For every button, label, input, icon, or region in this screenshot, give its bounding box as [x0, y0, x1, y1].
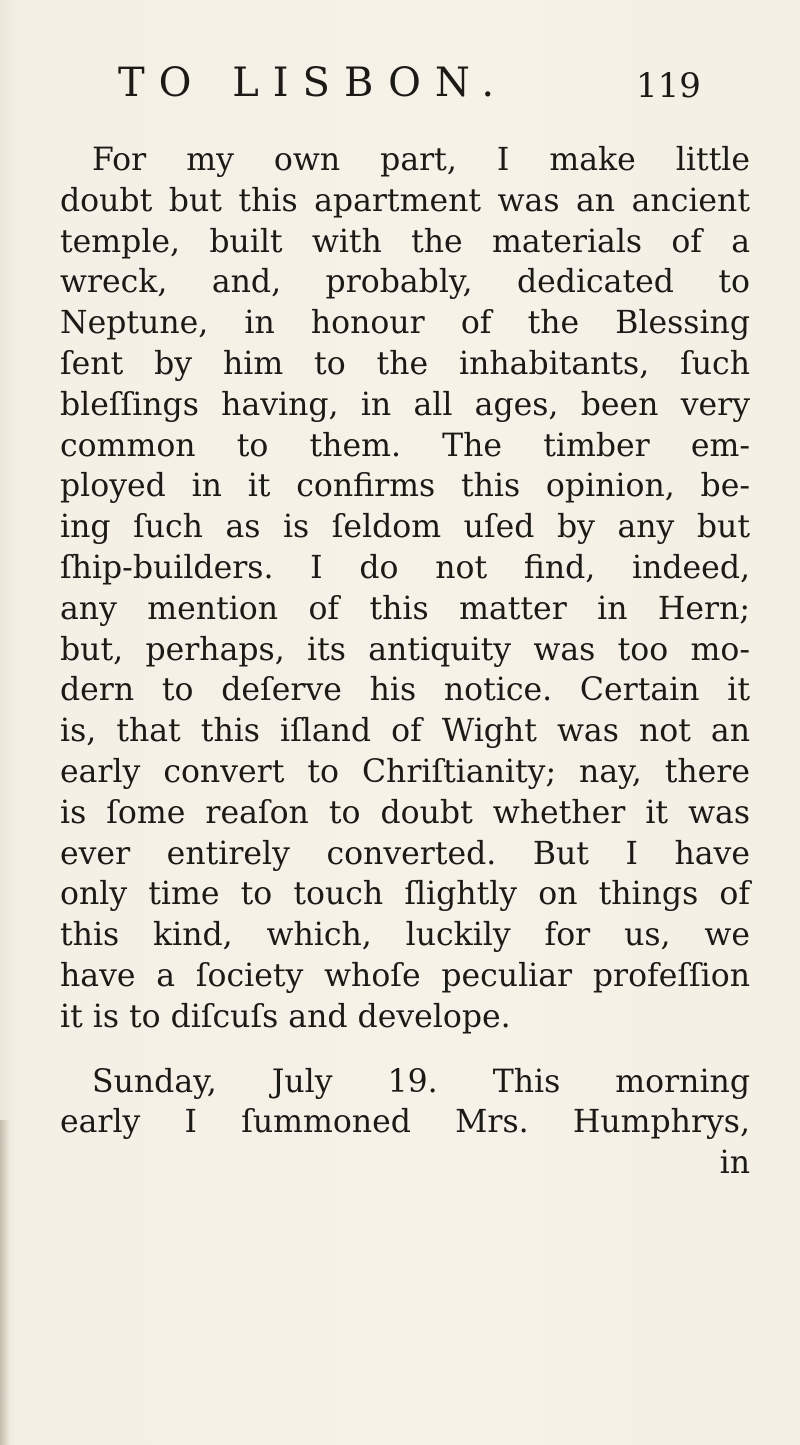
text-line: this kind, which, luckily for us, we: [60, 917, 750, 954]
running-head: [0, 58, 800, 118]
text-line: is ſome reaſon to doubt whether it was: [60, 794, 750, 831]
paragraph-spacer: [60, 1038, 750, 1062]
text-line: but, perhaps, its antiquity was too mo-: [60, 631, 750, 668]
text-line: ployed in it confirms this opinion, be-: [60, 468, 750, 505]
text-line: doubt but this apartment was an ancient: [60, 182, 750, 219]
text-line: early I ſummoned Mrs. Humphrys,: [60, 1104, 750, 1141]
text-line: only time to touch ſlightly on things of: [60, 876, 750, 913]
catchword: in: [719, 1145, 750, 1182]
text-line: have a ſociety whoſe peculiar profeſſion: [60, 957, 750, 994]
text-line: ing ſuch as is ſeldom uſed by any but: [60, 509, 750, 546]
paragraph-2: [60, 1062, 750, 1184]
text-line: Neptune, in honour of the Blessing: [60, 305, 750, 342]
text-line: ſhip-builders. I do not find, indeed,: [60, 549, 750, 586]
page-gutter-shadow: [0, 1120, 10, 1445]
text-line: wreck, and, probably, dedicated to: [60, 264, 750, 301]
text-line: any mention of this matter in Hern;: [60, 590, 750, 627]
text-line: ſent by him to the inhabitants, ſuch: [60, 345, 750, 382]
text-line: Sunday, July 19. This morning: [92, 1063, 750, 1100]
text-line: early convert to Chriſtianity; nay, there: [60, 753, 750, 790]
text-line: is, that this iſland of Wight was not an: [60, 713, 750, 750]
text-line: bleſſings having, in all ages, been very: [60, 386, 750, 423]
text-line: common to them. The timber em-: [60, 427, 750, 464]
text-line: ever entirely converted. But I have: [60, 835, 750, 872]
paragraph-1: [60, 140, 750, 1038]
text-line: dern to deſerve his notice. Certain it: [60, 672, 750, 709]
text-line: For my own part, I make little: [92, 142, 750, 178]
text-line: temple, built with the materials of a: [60, 223, 750, 260]
body-text: [60, 140, 750, 1184]
running-title: TO LISBON.: [118, 60, 509, 106]
page-number: 119: [636, 66, 701, 106]
text-line: it is to diſcuſs and develope.: [60, 998, 511, 1035]
